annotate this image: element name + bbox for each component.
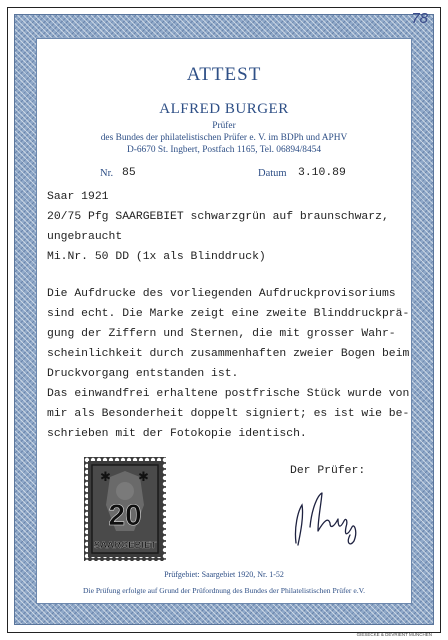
stamp-photo — [84, 457, 166, 561]
body-line: sind echt. Die Marke zeigt eine zweite Blinddruckprä- — [47, 308, 410, 320]
handwritten-number: 78 — [411, 10, 428, 27]
footer-basis: Die Prüfung erfolgte auf Grund der Prüfordnung des Bundes der Philatelistischen Prüfer e.V. — [82, 586, 366, 595]
expert-address: D-6670 St. Ingbert, Postfach 1165, Tel. 06894/8454 — [126, 145, 322, 155]
svg-text:✱: ✱ — [138, 470, 149, 485]
date-label: Datum — [258, 168, 287, 179]
description-line: Saar 1921 — [47, 191, 109, 203]
body-line: scheinlichkeit durch zusammenhaften zweier Bogen beim — [47, 348, 410, 360]
expert-role: Prüfer — [212, 121, 236, 131]
expert-name: ALFRED BURGER — [159, 101, 289, 117]
certificate-title: ATTEST — [186, 64, 262, 85]
description-line: 20/75 Pfg SAARGEBIET schwarzgrün auf braunschwarz, — [47, 211, 389, 223]
printer-imprint: GIESECKE & DEVRIENT MÜNCHEN — [356, 632, 432, 637]
body-line: Die Aufdrucke des vorliegenden Aufdruckprovisoriums — [47, 288, 396, 300]
number-value: 85 — [122, 167, 136, 179]
body-line: Das einwandfrei erhaltene postfrische Stück wurde von — [47, 388, 410, 400]
date-value: 3.10.89 — [298, 167, 346, 179]
description-line: ungebraucht — [47, 231, 123, 243]
body-line: mir als Besonderheit doppelt signiert; es ist wie be- — [47, 408, 410, 420]
signature-label: Der Prüfer: — [290, 465, 366, 477]
svg-text:✱: ✱ — [100, 470, 111, 485]
stamp-overprint-text: SAARGEBIET — [93, 540, 157, 551]
number-label: Nr. — [100, 168, 114, 179]
stamp-overprint-value: 20 — [108, 499, 142, 532]
footer-area: Prüfgebiet: Saargebiet 1920, Nr. 1-52 — [164, 570, 284, 579]
description-line: Mi.Nr. 50 DD (1x als Blinddruck) — [47, 251, 266, 263]
handwritten-signature — [288, 487, 368, 551]
body-line: schrieben mit der Fotokopie identisch. — [47, 428, 307, 440]
expert-association: des Bundes der philatelistischen Prüfer e. V. im BDPh und APHV — [100, 133, 348, 143]
body-line: gung der Ziffern und Sternen, die mit grosser Wahr- — [47, 328, 396, 340]
body-line: Druckvorgang entstanden ist. — [47, 368, 239, 380]
